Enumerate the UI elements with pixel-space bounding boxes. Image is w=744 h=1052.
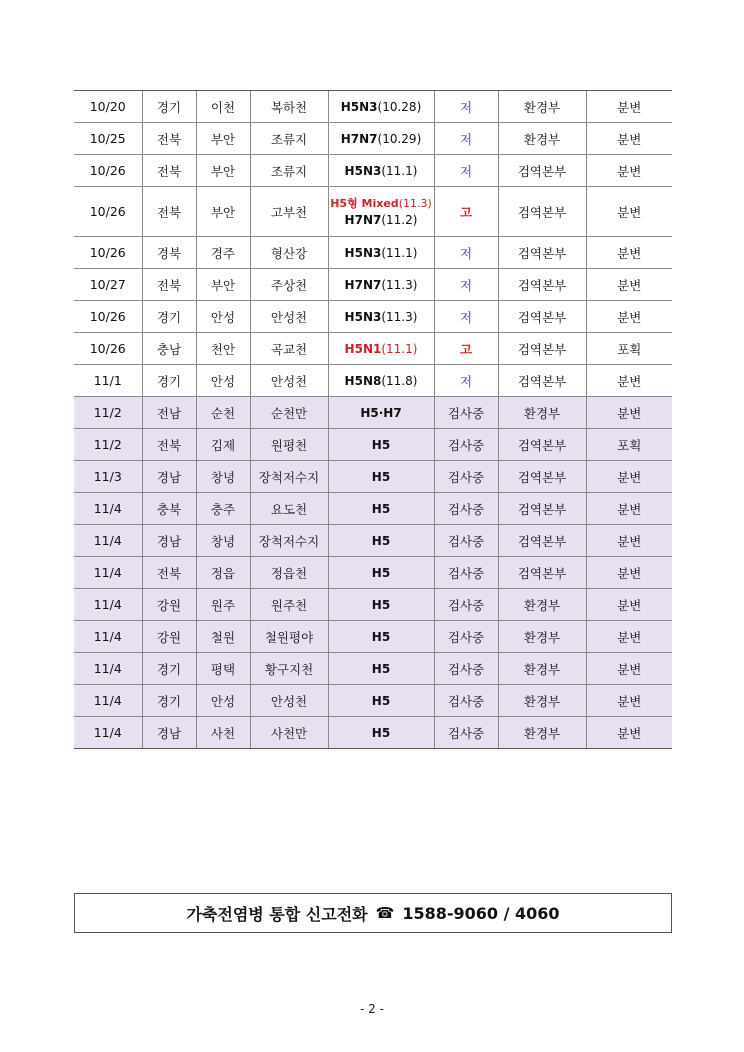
cell-site: 원주천 xyxy=(250,589,328,621)
table-row xyxy=(74,269,672,301)
cell-date: 10/20 xyxy=(74,91,142,123)
cell-risk: 저 xyxy=(434,365,498,397)
cell-risk: 고 xyxy=(434,333,498,365)
table-row xyxy=(74,187,672,237)
cell-agency: 환경부 xyxy=(498,123,586,155)
cell-date: 11/4 xyxy=(74,717,142,749)
cell-site: 조류지 xyxy=(250,123,328,155)
cell-city: 부안 xyxy=(196,269,250,301)
cell-sample: 분변 xyxy=(586,589,672,621)
cell-date: 11/4 xyxy=(74,557,142,589)
cell-sample: 포획 xyxy=(586,333,672,365)
cell-sample: 분변 xyxy=(586,155,672,187)
cell-province: 경기 xyxy=(142,91,196,123)
hotline-banner xyxy=(74,893,672,933)
cell-agency: 검역본부 xyxy=(498,187,586,237)
cell-agency: 환경부 xyxy=(498,589,586,621)
cell-agency: 검역본부 xyxy=(498,493,586,525)
cell-province: 전북 xyxy=(142,123,196,155)
cell-sample: 분변 xyxy=(586,397,672,429)
cell-date: 10/26 xyxy=(74,301,142,333)
table-row xyxy=(74,557,672,589)
table-row xyxy=(74,717,672,749)
cell-province: 충북 xyxy=(142,493,196,525)
cell-site: 조류지 xyxy=(250,155,328,187)
cell-city: 이천 xyxy=(196,91,250,123)
cell-subtype: H7N7(10.29) xyxy=(328,123,434,155)
table-row xyxy=(74,493,672,525)
cell-agency: 환경부 xyxy=(498,91,586,123)
cell-subtype: H5형 Mixed(11.3) H7N7(11.2) xyxy=(328,187,434,237)
table-row xyxy=(74,685,672,717)
cell-date: 11/4 xyxy=(74,589,142,621)
cell-sample: 포획 xyxy=(586,429,672,461)
cell-agency: 검역본부 xyxy=(498,269,586,301)
hotline-number: 1588-9060 / 4060 xyxy=(402,903,560,923)
table-row xyxy=(74,301,672,333)
cell-risk: 검사중 xyxy=(434,525,498,557)
cell-sample: 분변 xyxy=(586,685,672,717)
cell-agency: 검역본부 xyxy=(498,525,586,557)
cell-province: 전남 xyxy=(142,397,196,429)
page-number: - 2 - xyxy=(360,1002,384,1016)
table-row xyxy=(74,155,672,187)
table-row xyxy=(74,237,672,269)
cell-risk: 검사중 xyxy=(434,653,498,685)
cell-subtype: H5·H7 xyxy=(328,397,434,429)
cell-subtype: H5N1(11.1) xyxy=(328,333,434,365)
cell-subtype: H5N8(11.8) xyxy=(328,365,434,397)
cell-agency: 검역본부 xyxy=(498,557,586,589)
cell-date: 11/2 xyxy=(74,397,142,429)
cell-province: 강원 xyxy=(142,621,196,653)
cell-site: 요도천 xyxy=(250,493,328,525)
cell-site: 안성천 xyxy=(250,301,328,333)
cell-subtype: H5N3(11.1) xyxy=(328,155,434,187)
cell-risk: 저 xyxy=(434,155,498,187)
cell-date: 10/26 xyxy=(74,333,142,365)
cell-province: 충남 xyxy=(142,333,196,365)
cell-subtype: H5 xyxy=(328,589,434,621)
cell-date: 10/26 xyxy=(74,237,142,269)
cell-risk: 검사중 xyxy=(434,397,498,429)
cell-risk: 검사중 xyxy=(434,621,498,653)
table-row xyxy=(74,621,672,653)
cell-city: 정읍 xyxy=(196,557,250,589)
table-row xyxy=(74,525,672,557)
cell-risk: 검사중 xyxy=(434,493,498,525)
cell-risk: 검사중 xyxy=(434,685,498,717)
cell-sample: 분변 xyxy=(586,301,672,333)
cell-agency: 검역본부 xyxy=(498,333,586,365)
cell-agency: 검역본부 xyxy=(498,155,586,187)
table-row xyxy=(74,365,672,397)
cell-site: 형산강 xyxy=(250,237,328,269)
cell-city: 창녕 xyxy=(196,461,250,493)
cell-subtype: H5 xyxy=(328,685,434,717)
cell-province: 경북 xyxy=(142,237,196,269)
cell-agency: 환경부 xyxy=(498,397,586,429)
cell-site: 장척저수지 xyxy=(250,525,328,557)
cell-sample: 분변 xyxy=(586,269,672,301)
cell-province: 강원 xyxy=(142,589,196,621)
cell-site: 철원평야 xyxy=(250,621,328,653)
cell-province: 경남 xyxy=(142,717,196,749)
cell-site: 순천만 xyxy=(250,397,328,429)
cell-agency: 검역본부 xyxy=(498,461,586,493)
cell-province: 경기 xyxy=(142,685,196,717)
cell-sample: 분변 xyxy=(586,123,672,155)
cell-province: 경기 xyxy=(142,365,196,397)
cell-risk: 저 xyxy=(434,301,498,333)
cell-risk: 저 xyxy=(434,91,498,123)
cell-subtype: H5N3(11.3) xyxy=(328,301,434,333)
cell-sample: 분변 xyxy=(586,717,672,749)
cell-site: 고부천 xyxy=(250,187,328,237)
cell-sample: 분변 xyxy=(586,653,672,685)
cell-agency: 환경부 xyxy=(498,717,586,749)
cell-date: 11/4 xyxy=(74,621,142,653)
cell-agency: 검역본부 xyxy=(498,237,586,269)
avian-influenza-sample-table xyxy=(74,90,672,749)
hotline-label: 가축전염병 통합 신고전화 xyxy=(186,904,368,924)
cell-site: 정읍천 xyxy=(250,557,328,589)
cell-city: 철원 xyxy=(196,621,250,653)
cell-site: 안성천 xyxy=(250,685,328,717)
cell-province: 전북 xyxy=(142,187,196,237)
cell-subtype: H5 xyxy=(328,461,434,493)
cell-risk: 검사중 xyxy=(434,461,498,493)
cell-date: 10/26 xyxy=(74,187,142,237)
table-row xyxy=(74,123,672,155)
cell-sample: 분변 xyxy=(586,365,672,397)
cell-site: 곡교천 xyxy=(250,333,328,365)
cell-risk: 고 xyxy=(434,187,498,237)
cell-city: 부안 xyxy=(196,187,250,237)
cell-agency: 환경부 xyxy=(498,653,586,685)
cell-subtype: H5 xyxy=(328,525,434,557)
cell-sample: 분변 xyxy=(586,525,672,557)
cell-province: 경기 xyxy=(142,301,196,333)
cell-city: 천안 xyxy=(196,333,250,365)
cell-date: 11/4 xyxy=(74,525,142,557)
table-row xyxy=(74,333,672,365)
cell-city: 원주 xyxy=(196,589,250,621)
cell-date: 10/27 xyxy=(74,269,142,301)
cell-risk: 검사중 xyxy=(434,429,498,461)
cell-sample: 분변 xyxy=(586,621,672,653)
cell-risk: 저 xyxy=(434,269,498,301)
table-row xyxy=(74,461,672,493)
cell-province: 전북 xyxy=(142,269,196,301)
cell-city: 경주 xyxy=(196,237,250,269)
cell-subtype: H5N3(10.28) xyxy=(328,91,434,123)
cell-date: 10/25 xyxy=(74,123,142,155)
cell-agency: 검역본부 xyxy=(498,301,586,333)
cell-site: 복하천 xyxy=(250,91,328,123)
table-row xyxy=(74,589,672,621)
table-row xyxy=(74,429,672,461)
cell-province: 전북 xyxy=(142,429,196,461)
cell-city: 창녕 xyxy=(196,525,250,557)
cell-sample: 분변 xyxy=(586,493,672,525)
cell-city: 부안 xyxy=(196,123,250,155)
cell-risk: 저 xyxy=(434,123,498,155)
cell-date: 11/4 xyxy=(74,653,142,685)
cell-date: 11/4 xyxy=(74,685,142,717)
cell-province: 경남 xyxy=(142,525,196,557)
cell-agency: 검역본부 xyxy=(498,365,586,397)
cell-date: 10/26 xyxy=(74,155,142,187)
cell-city: 김제 xyxy=(196,429,250,461)
cell-risk: 저 xyxy=(434,237,498,269)
cell-site: 사천만 xyxy=(250,717,328,749)
cell-subtype: H5 xyxy=(328,653,434,685)
cell-province: 경남 xyxy=(142,461,196,493)
cell-sample: 분변 xyxy=(586,461,672,493)
cell-site: 장척저수지 xyxy=(250,461,328,493)
table-row xyxy=(74,397,672,429)
cell-sample: 분변 xyxy=(586,237,672,269)
cell-date: 11/3 xyxy=(74,461,142,493)
cell-subtype: H5 xyxy=(328,621,434,653)
cell-subtype: H5 xyxy=(328,717,434,749)
cell-city: 부안 xyxy=(196,155,250,187)
cell-risk: 검사중 xyxy=(434,557,498,589)
cell-city: 안성 xyxy=(196,301,250,333)
cell-sample: 분변 xyxy=(586,557,672,589)
cell-site: 주상천 xyxy=(250,269,328,301)
cell-date: 11/1 xyxy=(74,365,142,397)
cell-site: 황구지천 xyxy=(250,653,328,685)
cell-date: 11/4 xyxy=(74,493,142,525)
cell-province: 전북 xyxy=(142,155,196,187)
cell-subtype: H5N3(11.1) xyxy=(328,237,434,269)
cell-agency: 환경부 xyxy=(498,621,586,653)
cell-subtype: H7N7(11.3) xyxy=(328,269,434,301)
cell-site: 원평천 xyxy=(250,429,328,461)
cell-city: 충주 xyxy=(196,493,250,525)
cell-city: 평택 xyxy=(196,653,250,685)
cell-province: 전북 xyxy=(142,557,196,589)
cell-city: 안성 xyxy=(196,685,250,717)
cell-agency: 검역본부 xyxy=(498,429,586,461)
table-body xyxy=(74,91,672,749)
cell-risk: 검사중 xyxy=(434,717,498,749)
cell-province: 경기 xyxy=(142,653,196,685)
cell-city: 순천 xyxy=(196,397,250,429)
cell-city: 안성 xyxy=(196,365,250,397)
cell-sample: 분변 xyxy=(586,187,672,237)
cell-subtype: H5 xyxy=(328,493,434,525)
cell-sample: 분변 xyxy=(586,91,672,123)
cell-risk: 검사중 xyxy=(434,589,498,621)
cell-agency: 환경부 xyxy=(498,685,586,717)
cell-site: 안성천 xyxy=(250,365,328,397)
cell-subtype: H5 xyxy=(328,429,434,461)
table-row xyxy=(74,653,672,685)
telephone-icon: ☎ xyxy=(375,904,395,922)
cell-date: 11/2 xyxy=(74,429,142,461)
table-row xyxy=(74,91,672,123)
cell-city: 사천 xyxy=(196,717,250,749)
cell-subtype: H5 xyxy=(328,557,434,589)
